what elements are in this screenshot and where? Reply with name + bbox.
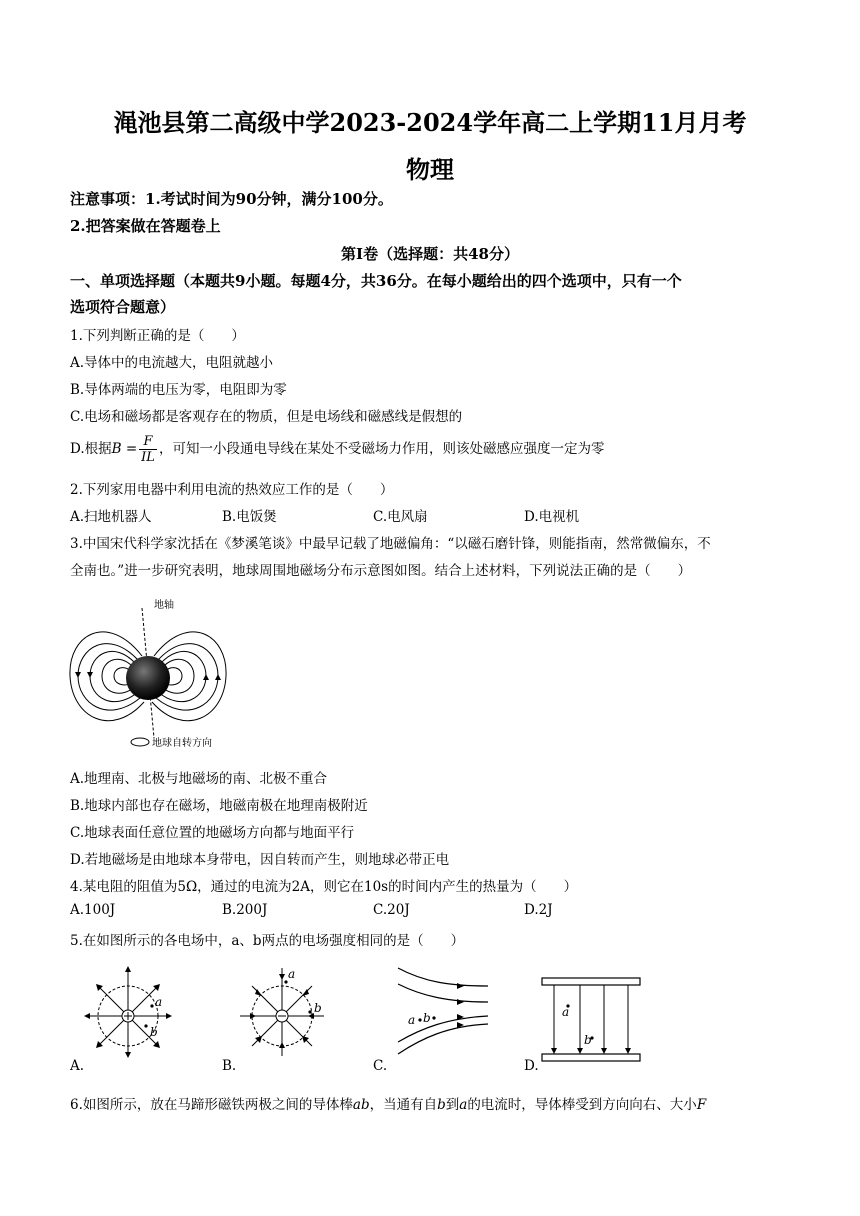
- section-heading-line-2: 选项符合题意）: [70, 298, 176, 316]
- section-heading-line-1: 一、单项选择题（本题共9小题。每题4分，共36分。在每小题给出的四个选项中，只有一个: [70, 272, 682, 290]
- exam-title: 渑池县第二高级中学2023-2024学年高二上学期11月月考: [113, 108, 747, 137]
- q2-stem: 2.下列家用电器中利用电流的热效应工作的是（ ）: [70, 482, 394, 498]
- q3-stem-line-2: 全南也。”进一步研究表明，地球周围地磁场分布示意图如图。结合上述材料，下列说法正确的是（ ）: [70, 563, 692, 579]
- notes-line-2: 2.把答案做在答题卷上: [70, 217, 221, 235]
- q6-stem-part-3: 到: [445, 1097, 460, 1113]
- q2-option-c: C.电风扇: [373, 509, 428, 525]
- q4-option-d: D.2J: [524, 902, 553, 918]
- q5-figure-b: [238, 962, 328, 1058]
- formula-denominator: IL: [141, 450, 155, 465]
- q1-option-d-suffix: ，可知一小段通电导线在某处不受磁场力作用，则该处磁感应强度一定为零: [158, 441, 605, 457]
- q5-figure-c: [394, 962, 490, 1058]
- q6-a: a: [459, 1097, 468, 1113]
- q3-option-d: D.若地磁场是由地球本身带电，因自转而产生，则地球必带正电: [70, 852, 450, 868]
- q2-option-a: A.扫地机器人: [70, 509, 152, 525]
- q4-option-b: B.200J: [222, 902, 268, 918]
- formula-numerator: F: [139, 434, 157, 450]
- notes-line-1: 注意事项：1.考试时间为90分钟，满分100分。: [70, 190, 393, 208]
- fig-b-point-b: b: [314, 1001, 322, 1015]
- subject-title: 物理: [406, 155, 454, 184]
- q3-option-b: B.地球内部也存在磁场，地磁南极在地理南极附近: [70, 798, 368, 814]
- q1-option-d: [70, 431, 604, 467]
- q5-figure-d: [540, 974, 644, 1066]
- q2-option-b: B.电饭煲: [222, 509, 277, 525]
- earth-magnetic-field-figure: [68, 588, 228, 754]
- q1-option-a: A.导体中的电流越大，电阻就越小: [70, 355, 274, 371]
- q4-option-a: A.100J: [70, 902, 116, 918]
- q5-stem: 5.在如图所示的各电场中，a、b两点的电场强度相同的是（ ）: [70, 933, 465, 949]
- fig-d-point-b: b: [584, 1033, 592, 1047]
- q5-option-c: C.: [373, 1058, 388, 1074]
- q6-ab: ab: [352, 1097, 370, 1113]
- fig-b-point-a: a: [288, 967, 296, 981]
- part-title: 第Ⅰ卷（选择题：共48分）: [341, 245, 519, 263]
- q4-stem: 4.某电阻的阻值为5Ω，通过的电流为2A，则它在10s的时间内产生的热量为（ ）: [70, 879, 578, 895]
- q3-option-a: A.地理南、北极与地磁场的南、北极不重合: [70, 771, 328, 787]
- q5-figure-a: [84, 962, 174, 1058]
- formula-lhs: B =: [111, 441, 138, 457]
- q6-stem: [70, 1093, 706, 1113]
- q4-option-c: C.20J: [373, 902, 410, 918]
- fig-a-point-b: b: [150, 1025, 158, 1039]
- q1-stem: 1.下列判断正确的是（ ）: [70, 328, 245, 344]
- fig-d-point-a: a: [562, 1005, 570, 1019]
- label-earth-rotation: 地球自转方向: [152, 738, 212, 749]
- q1-option-b: B.导体两端的电压为零，电阻即为零: [70, 382, 287, 398]
- q5-option-a: A.: [70, 1058, 85, 1074]
- q6-stem-part-1: 6.如图所示，放在马蹄形磁铁两极之间的导体棒: [70, 1097, 353, 1113]
- q1-option-c: C.电场和磁场都是客观存在的物质，但是电场线和磁感线是假想的: [70, 409, 463, 425]
- q1-option-d-prefix: D.根据: [70, 441, 112, 457]
- fig-c-point-b: b: [423, 1011, 431, 1025]
- q6-f: F: [696, 1097, 707, 1113]
- fig-c-point-a: a: [408, 1013, 416, 1027]
- label-earth-axis: 地轴: [154, 600, 174, 611]
- q3-stem-line-1: 3.中国宋代科学家沈括在《梦溪笔谈》中最早记载了地磁偏角：“以磁石磨针锋，则能指南，然常微偏东，不: [70, 536, 711, 552]
- q3-option-c: C.地球表面任意位置的地磁场方向都与地面平行: [70, 825, 355, 841]
- formula-fraction: [139, 434, 157, 465]
- q5-option-d: D.: [524, 1058, 539, 1074]
- q6-stem-part-2: ，当通有自: [369, 1097, 438, 1113]
- q6-stem-part-4: 的电流时，导体棒受到方向向右、大小: [467, 1097, 697, 1113]
- q2-option-d: D.电视机: [524, 509, 580, 525]
- fig-a-point-a: a: [155, 995, 163, 1009]
- q6-b: b: [437, 1097, 446, 1113]
- q5-option-b: B.: [222, 1058, 237, 1074]
